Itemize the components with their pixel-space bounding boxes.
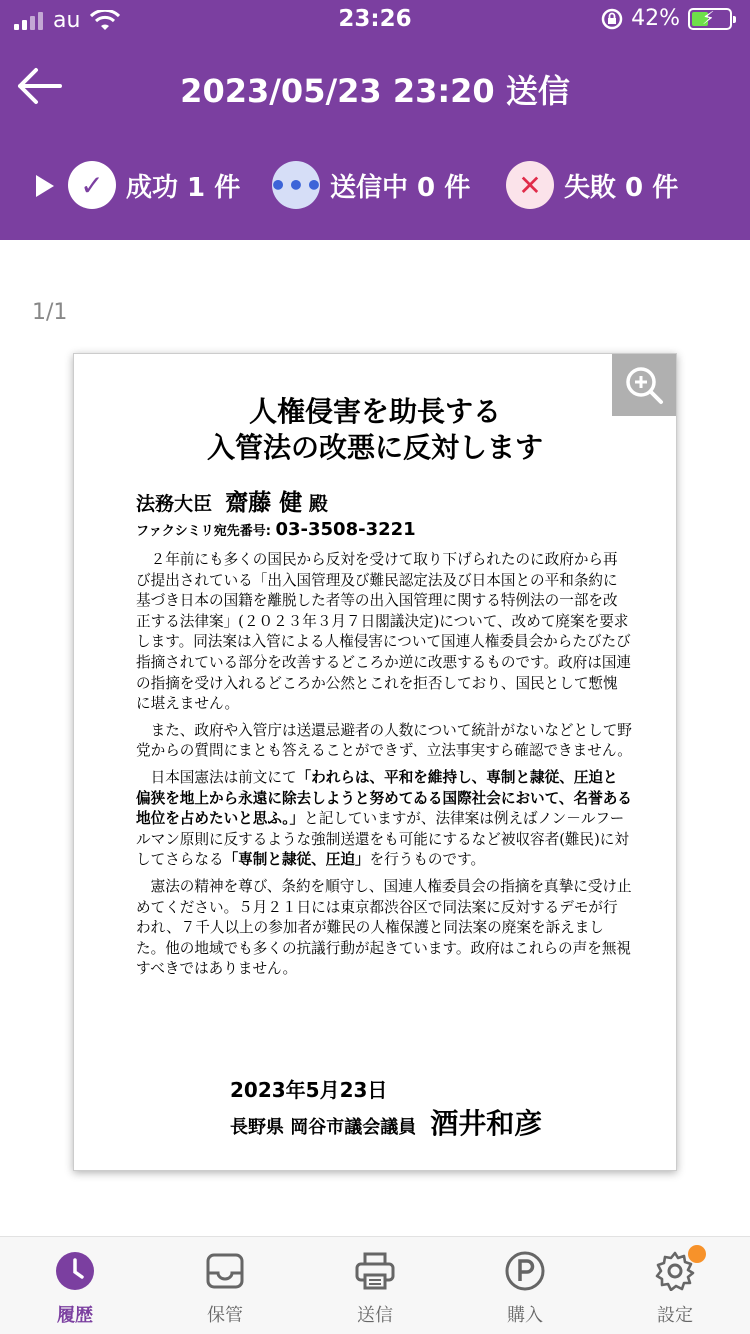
- page-indicator: 1/1: [32, 300, 68, 325]
- success-status: [68, 161, 240, 209]
- header: [0, 0, 750, 240]
- fax-page-preview[interactable]: [73, 353, 677, 1171]
- page-title: 2023/05/23 23:20 送信: [180, 72, 570, 110]
- document-date: 2023年5月23日: [230, 1078, 388, 1102]
- document-title: 人権侵害を助長する 入管法の改悪に反対します: [206, 395, 543, 464]
- sending-status: [269, 161, 471, 209]
- failed-status: [506, 161, 678, 209]
- paragraph: 日本国憲法は前文にて「われらは、平和を維持し、専制と隷従、圧迫と偏狭を地上から永遠に除去しようと努めてゐる国際社会において、名誉ある地位を占めたいと思ふ。」と記していますが、法律案は例えばノン－ルフールマン原則に反するような強制送還をも可能にするなど被収容者(難民)に対してさらなる「専制と隷従、圧迫」を行うものです。: [136, 768, 632, 869]
- paragraph: 憲法の精神を尊び、条約を順守し、国連人権委員会の指摘を真摯に受け止めてください。５月２１日には東京都渋谷区で同法案に反対するデモが行われ、７千人以上の参加者が難民の人権保護と同法案の廃案を訴えました。他の地域でも多くの抗議行動が起きています。政府はこれらの声を無視すべきではありません。: [136, 877, 632, 978]
- status-bar: [0, 0, 750, 44]
- battery-icon: ⚡: [688, 8, 732, 30]
- rotation-lock-icon: [601, 8, 623, 30]
- battery-percent: 42%: [631, 6, 680, 31]
- tab-bar: [0, 1236, 750, 1334]
- inbox-icon: [205, 1251, 245, 1291]
- x-icon: ✕: [506, 161, 554, 209]
- check-icon: ✓: [68, 161, 116, 209]
- clock-icon: [55, 1251, 95, 1291]
- sending-count: 送信中 0 件: [330, 172, 471, 203]
- document-body: [136, 550, 632, 986]
- clock-time: 23:26: [338, 6, 412, 32]
- tab-purchase[interactable]: 購入: [450, 1237, 600, 1334]
- send-summary: [0, 155, 750, 215]
- recipient: 法務大臣 齋藤 健 殿: [136, 490, 328, 516]
- signature: 長野県 岡谷市議会議員 酒井和彦: [230, 1107, 543, 1140]
- failed-count: 失敗 0 件: [564, 172, 679, 203]
- nav-bar: [0, 52, 750, 122]
- tab-storage[interactable]: 保管: [150, 1237, 300, 1334]
- tab-settings[interactable]: 設定: [600, 1237, 750, 1334]
- tab-history[interactable]: 履歴: [0, 1237, 150, 1334]
- paragraph: また、政府や入管庁は送還忌避者の人数について統計がないなどとして野党からの質問にまとも答えることができず、立法事実すら確認できません。: [136, 721, 632, 760]
- printer-icon: [355, 1251, 395, 1291]
- ellipsis-icon: •••: [272, 161, 320, 209]
- play-icon[interactable]: [36, 175, 54, 197]
- tab-send[interactable]: 送信: [300, 1237, 450, 1334]
- preview-area: [0, 240, 750, 1236]
- carrier-label: au: [53, 8, 81, 33]
- success-count: 成功 1 件: [126, 172, 241, 203]
- paragraph: ２年前にも多くの国民から反対を受けて取り下げられたのに政府から再び提出されている「出入国管理及び難民認定法及び日本国との平和条約に基づき日本の国籍を離脱した者等の出入国管理に関する特例法の一部を改正する法律案」(２０２３年３月７日閣議決定)について、改めて廃案を要求します。同法案は入管による人権侵害について国連人権委員会からたびたび指摘されている部分を改善するどころか逆に改悪するものです。政府は国連の指摘を受け入れるどころか公然とこれを拒否しており、国民として慙愧に堪えません。: [136, 551, 632, 713]
- notification-badge: [688, 1245, 706, 1263]
- fax-number-line: ファクシミリ宛先番号: 03-3508-3221: [136, 519, 416, 540]
- purchase-p-icon: [505, 1251, 545, 1291]
